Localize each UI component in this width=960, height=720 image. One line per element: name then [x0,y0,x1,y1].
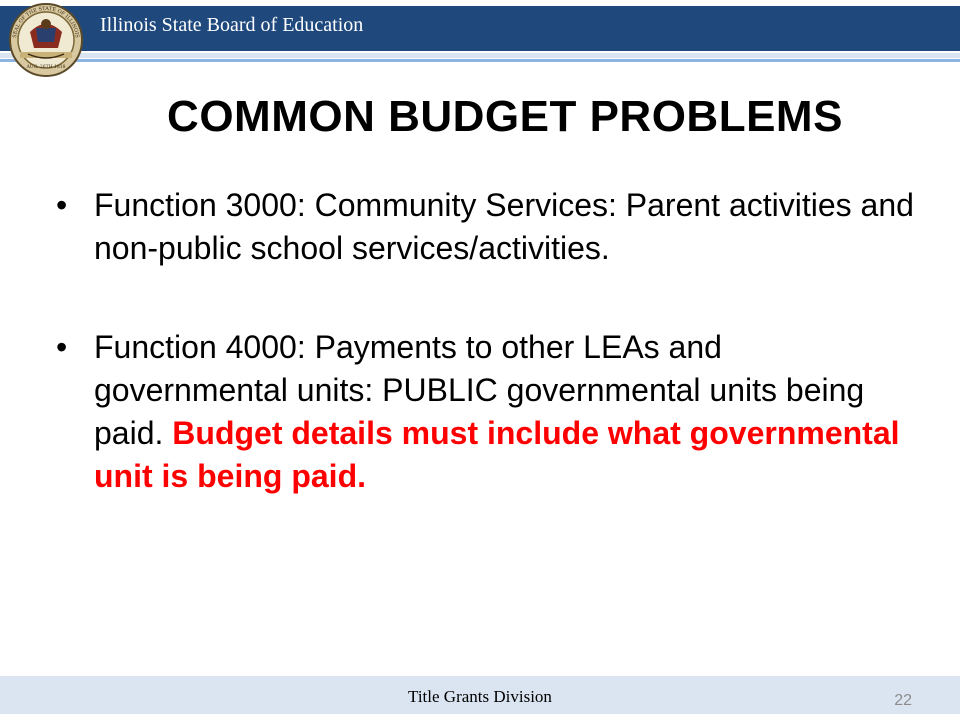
footer-division: Title Grants Division [408,687,552,706]
header-stripe [0,53,960,58]
page-number: 22 [894,692,912,709]
bullet-item-function-4000 [56,326,916,498]
header-organization: Illinois State Board of Education [100,14,364,36]
bullet-dot: • [56,329,68,365]
bullet-list [56,184,916,498]
illinois-state-seal-icon [6,2,86,78]
bullet-emphasis: Budget details must include what governmental unit is being paid. [94,415,900,494]
seal-text-top: SEAL OF THE STATE OF ILLINOIS [12,5,80,39]
header-stripe-thin [0,59,960,62]
bullet-dot: • [56,187,68,223]
slide-title: COMMON BUDGET PROBLEMS [167,92,843,141]
bullet-text: Function 4000: Payments to other LEAs and governmental units: PUBLIC governmental units being paid. [94,329,865,451]
bullet-item-function-3000 [56,184,916,270]
bullet-text: Function 3000: Community Services: Parent activities and non-public school services/activities. [94,187,914,266]
seal-date: AUG. 26TH 1818 [26,65,66,70]
